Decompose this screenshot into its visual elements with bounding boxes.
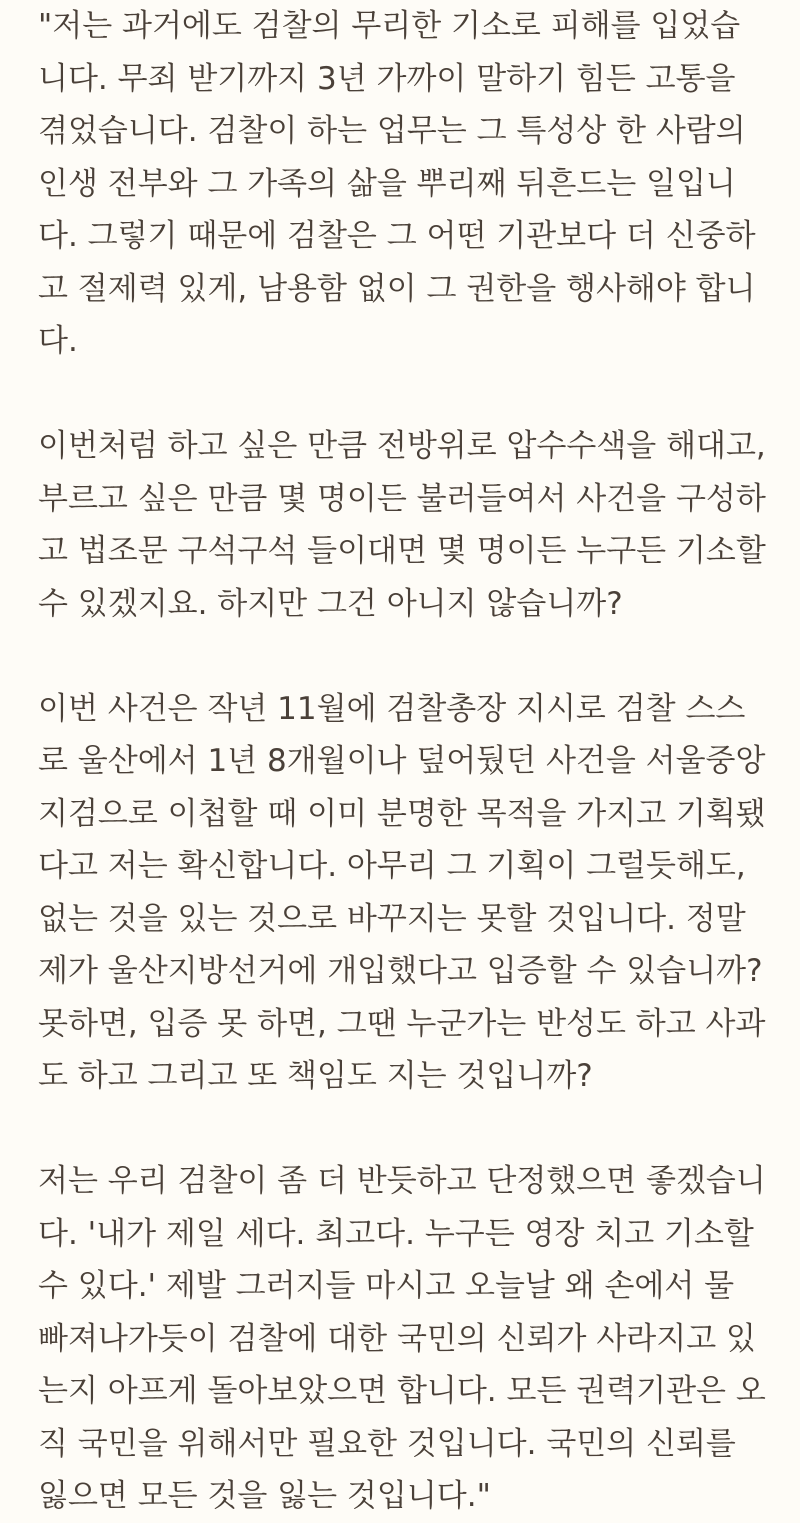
paragraph-gap — [38, 1103, 778, 1156]
text-line: 다. — [38, 323, 78, 359]
text-line: 부르고 싶은 만큼 몇 명이든 불러들여서 사건을 구성하 — [38, 480, 766, 517]
paragraph-gap — [38, 630, 778, 683]
paragraph-2 — [38, 420, 778, 630]
text-line: 잃으면 모든 것을 잃는 것입니다." — [38, 1478, 491, 1514]
text-line: 수 있다.' 제발 그러지들 마시고 오늘날 왜 손에서 물 — [38, 1268, 735, 1304]
text-line: 제가 울산지방선거에 개입했다고 입증할 수 있습니까? — [38, 953, 763, 989]
text-line: 니다. 무죄 받기까지 3년 가까이 말하기 힘든 고통을 — [38, 60, 736, 97]
text-line: 다. 그렇기 때문에 검찰은 그 어떤 기관보다 더 신중하 — [38, 218, 756, 254]
text-line: 직 국민을 위해서만 필요한 것입니다. 국민의 신뢰를 — [38, 1425, 736, 1462]
text-line: 는지 아프게 돌아보았으면 합니다. 모든 권력기관은 오 — [38, 1373, 766, 1409]
text-line: 못하면, 입증 못 하면, 그땐 누군가는 반성도 하고 사과 — [38, 1005, 766, 1042]
text-line: 고 법조문 구석구석 들이대면 몇 명이든 누구든 기소할 — [38, 533, 766, 569]
text-line: 다고 저는 확신합니다. 아무리 그 기획이 그럴듯해도, — [38, 848, 746, 884]
text-line: 없는 것을 있는 것으로 바꾸지는 못할 것입니다. 정말 — [38, 900, 746, 937]
paragraph-gap — [38, 368, 778, 421]
text-line: 빠져나가듯이 검찰에 대한 국민의 신뢰가 사라지고 있 — [38, 1320, 756, 1357]
paragraph-4 — [38, 1155, 778, 1523]
text-line: 저는 우리 검찰이 좀 더 반듯하고 단정했으면 좋겠습니 — [38, 1163, 766, 1199]
text-line: "저는 과거에도 검찰의 무리한 기소로 피해를 입었습 — [38, 8, 741, 44]
text-line: 로 울산에서 1년 8개월이나 덮어뒀던 사건을 서울중앙 — [38, 743, 766, 779]
text-line: 인생 전부와 그 가족의 삶을 뿌리째 뒤흔드는 일입니 — [38, 165, 736, 202]
paragraph-1 — [38, 0, 778, 368]
text-line: 지검으로 이첩할 때 이미 분명한 목적을 가지고 기획됐 — [38, 795, 766, 832]
text-line: 이번 사건은 작년 11월에 검찰총장 지시로 검찰 스스 — [38, 690, 746, 727]
text-line: 이번처럼 하고 싶은 만큼 전방위로 압수수색을 해대고, — [38, 428, 766, 464]
article-body — [38, 0, 778, 1523]
text-line: 겪었습니다. 검찰이 하는 업무는 그 특성상 한 사람의 — [38, 113, 746, 149]
paragraph-3 — [38, 683, 778, 1103]
text-line: 고 절제력 있게, 남용함 없이 그 권한을 행사해야 합니 — [38, 270, 756, 307]
text-line: 도 하고 그리고 또 책임도 지는 것입니까? — [38, 1058, 593, 1094]
text-line: 다. '내가 제일 세다. 최고다. 누구든 영장 치고 기소할 — [38, 1215, 754, 1252]
text-line: 수 있겠지요. 하지만 그건 아니지 않습니까? — [38, 585, 623, 622]
